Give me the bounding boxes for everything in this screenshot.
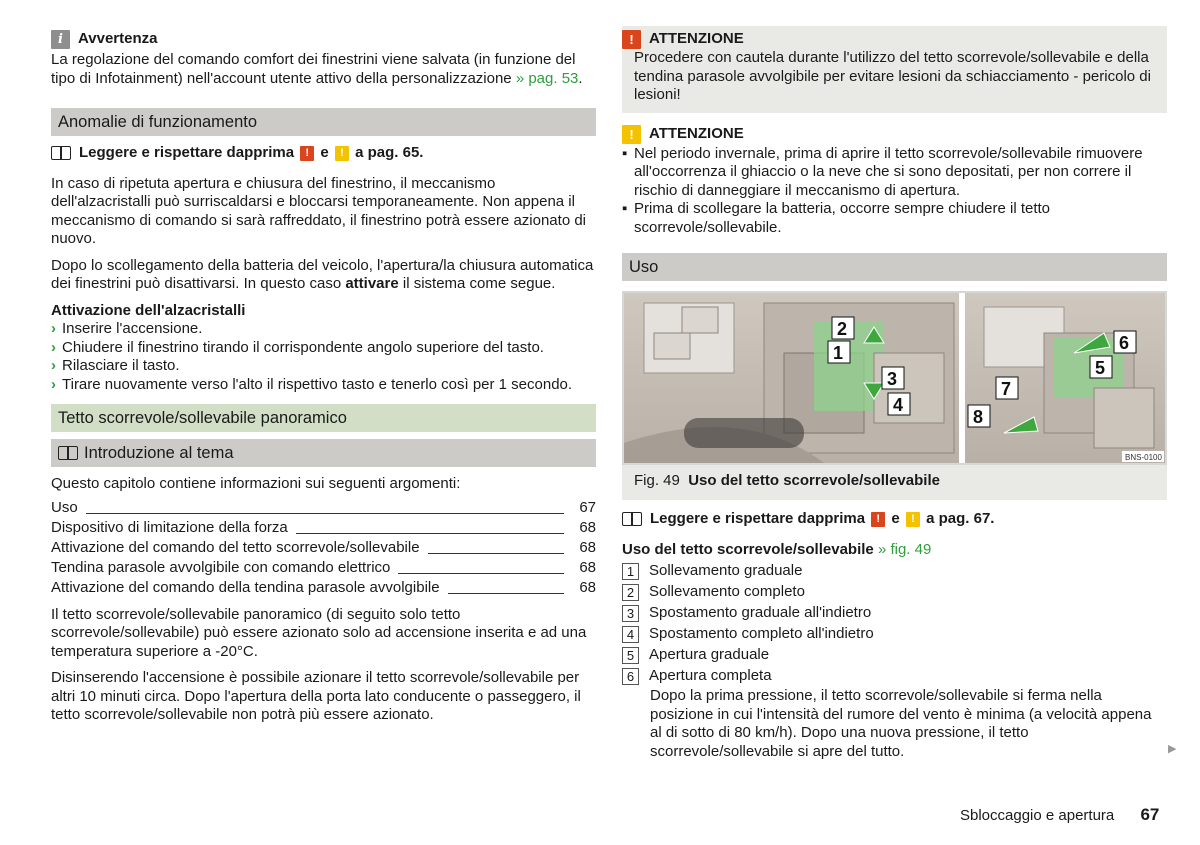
warning-yellow-icon: !: [335, 146, 349, 161]
toc-entry[interactable]: Dispositivo di limitazione della forza 68: [51, 519, 596, 536]
steps-title: Attivazione dell'alzacristalli: [51, 301, 246, 319]
chevron-right-icon: ›: [51, 375, 56, 393]
note-box: [51, 26, 596, 88]
chapter-title: Sbloccaggio e apertura: [960, 807, 1115, 824]
right-column: [622, 26, 1167, 761]
usage-list-title: Uso del tetto scorrevole/sollevabile » fig. 49: [622, 540, 932, 558]
list-item: 6 Apertura completa: [622, 666, 1167, 687]
warning-box: [622, 26, 1167, 113]
toc-entry[interactable]: Uso 67: [51, 499, 596, 516]
item-number: 3: [622, 605, 639, 622]
warning-bullet: ▪ Nel periodo invernale, prima di aprire il tetto scorrevole/sollevabile rimuovere all'occorrenza il ghiaccio o la neve che si sono depositati, per non correre il rischio di danneggiare il meccanismo di apertura.: [622, 144, 1143, 199]
toc-entry[interactable]: Attivazione del comando della tendina parasole avvolgibile 68: [51, 579, 596, 596]
paragraph: Il tetto scorrevole/sollevabile panoramico (di seguito solo tetto scorrevole/sollevabile) può essere azionato solo ad accensione inserita e ad una temperatura superiore a -20°C.: [51, 605, 587, 660]
item-number: 6: [622, 668, 639, 685]
step-item: › Chiudere il finestrino tirando il corrispondente angolo superiore del tasto.: [51, 338, 544, 356]
page-footer: [960, 806, 1159, 826]
continue-arrow-icon: ▶: [1168, 743, 1177, 755]
figure-label: 1: [833, 343, 844, 363]
list-item: 3 Spostamento graduale all'indietro: [622, 603, 1167, 624]
figure-label: 4: [893, 395, 904, 415]
sunroof-illustration: [624, 293, 1165, 463]
warning-header: ! ATTENZIONE: [622, 29, 1157, 49]
item-number: 1: [622, 563, 639, 580]
note-header: [51, 29, 596, 49]
item-number: 4: [622, 626, 639, 643]
list-item: 2 Sollevamento completo: [622, 582, 1167, 603]
figure-code: BNS-0100: [1125, 453, 1162, 462]
warning-red-icon: !: [871, 512, 885, 527]
steps-list: [51, 320, 596, 394]
toc-entry[interactable]: Attivazione del comando del tetto scorrevole/sollevabile 68: [51, 539, 596, 556]
step-item: › Tirare nuovamente verso l'alto il rispettivo tasto e tenerlo così per 1 secondo.: [51, 375, 573, 393]
step-item: › Rilasciare il tasto.: [51, 357, 180, 374]
list-item: 5 Apertura graduale: [622, 645, 1167, 666]
book-icon: [58, 446, 78, 460]
toc-intro: Questo capitolo contiene informazioni sui seguenti argomenti:: [51, 475, 461, 492]
warning-text: Procedere con cautela durante l'utilizzo del tetto scorrevole/sollevabile e della tendina parasole avvolgibile per evitare lesioni da schiacciamento - pericolo di lesioni!: [634, 49, 1151, 103]
warning-bullet: ▪ Prima di scollegare la batteria, occorre sempre chiudere il tetto scorrevole/sollevabile.: [622, 200, 1051, 236]
warning-yellow-icon: !: [906, 512, 920, 527]
subsection-heading-intro: Introduzione al tema: [51, 439, 596, 467]
figure-label: 5: [1095, 358, 1106, 378]
warning-header: ! ATTENZIONE: [622, 125, 1167, 145]
left-column: [51, 26, 596, 733]
figure-label: 7: [1001, 379, 1012, 399]
chevron-right-icon: ›: [51, 357, 56, 374]
chevron-right-icon: ›: [51, 320, 56, 337]
bullet-square-icon: ▪: [622, 200, 628, 217]
warning-red-icon: !: [622, 30, 641, 49]
note-text: La regolazione del comando comfort dei finestrini viene salvata (in funzione del tipo di Infotainment) nell'account utente attivo della personalizzazione » pag. 53.: [51, 51, 583, 87]
read-first-notice: Leggere e rispettare dapprima ! e ! a pag. 67.: [622, 510, 1167, 529]
note-title: Avvertenza: [78, 29, 158, 47]
section-heading-malfunctions: Anomalie di funzionamento: [51, 108, 596, 136]
figure-sunroof-controls: [622, 291, 1167, 465]
paragraph: Disinserendo l'accensione è possibile azionare il tetto scorrevole/sollevabile per altri 10 minuti circa. Dopo l'apertura della porta lato conducente o passeggero, il tetto scorrevole/sollevabile non potrà più essere azionato.: [51, 669, 581, 723]
paragraph: Dopo lo scollegamento della batteria del veicolo, l'apertura/la chiusura automatica dei finestrini può disattivarsi. In questo caso attivare il sistema come segue.: [51, 256, 594, 292]
list-item: 1 Sollevamento graduale: [622, 561, 1167, 582]
warning-red-icon: !: [300, 146, 314, 161]
toc-entry[interactable]: Tendina parasole avvolgibile con comando elettrico 68: [51, 559, 596, 576]
read-first-notice: Leggere e rispettare dapprima ! e ! a pag. 65.: [51, 144, 596, 163]
figure-label: 6: [1119, 333, 1130, 353]
step-item: › Inserire l'accensione.: [51, 320, 203, 337]
warning-yellow-icon: !: [622, 125, 641, 144]
item-number: 2: [622, 584, 639, 601]
figure-label: 2: [837, 319, 848, 339]
chevron-right-icon: ›: [51, 338, 56, 356]
list-item: 4 Spostamento completo all'indietro: [622, 624, 1167, 645]
paragraph: In caso di ripetuta apertura e chiusura del finestrino, il meccanismo dell'alzacristalli può surriscaldarsi e bloccarsi temporaneamente. Non appena il meccanismo di comando si sarà raffreddato, il finestrino potrà essere azionato di nuovo.: [51, 174, 586, 247]
figure-label: 3: [887, 369, 898, 389]
usage-list: [622, 561, 1167, 761]
figure-label: 8: [973, 407, 984, 427]
figure-link[interactable]: » fig. 49: [877, 540, 932, 558]
note-page-link[interactable]: » pag. 53: [515, 69, 579, 87]
book-icon: [51, 146, 71, 160]
item-number: 5: [622, 647, 639, 664]
page-number: 67: [1140, 805, 1160, 824]
info-icon: i: [51, 30, 70, 49]
table-of-contents: [51, 498, 596, 598]
bullet-square-icon: ▪: [622, 144, 628, 162]
figure-caption: Fig. 49 Uso del tetto scorrevole/sollevabile: [622, 465, 1167, 500]
section-heading-usage: Uso: [622, 253, 1167, 281]
book-icon: [622, 512, 642, 526]
warning-box: [622, 125, 1167, 238]
section-heading-sunroof: Tetto scorrevole/sollevabile panoramico: [51, 404, 596, 432]
list-item-detail: Dopo la prima pressione, il tetto scorrevole/sollevabile si ferma nella posizione in cui l'intensità del rumore del vento è minima (a velocità appena al di sotto di 80 km/h). Dopo una nuova pressione, il tetto scorrevole/sollevabile si apre del tutto.: [650, 687, 1152, 760]
